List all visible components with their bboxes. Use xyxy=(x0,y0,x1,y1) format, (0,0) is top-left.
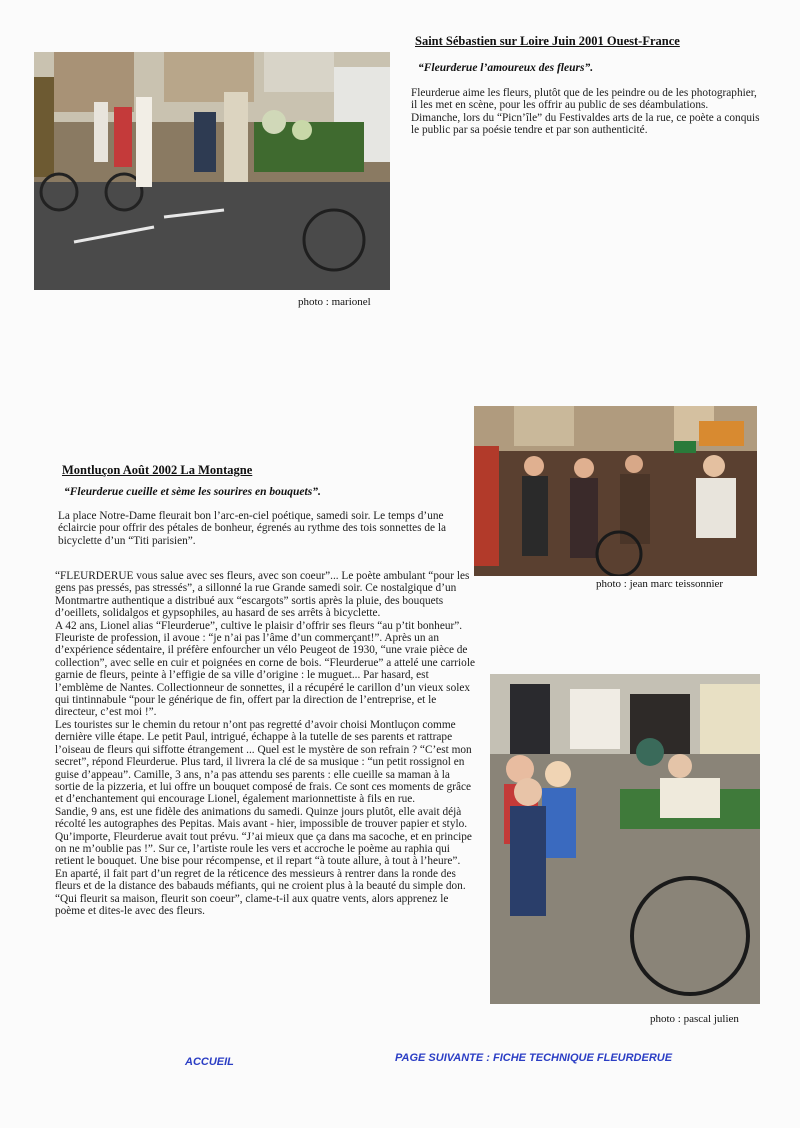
next-page-link[interactable]: PAGE SUIVANTE : FICHE TECHNIQUE FLEURDERUE xyxy=(395,1052,673,1064)
photo-caption-julien: photo : pascal julien xyxy=(650,1013,739,1025)
photo-children-bicycle xyxy=(490,674,760,1004)
article1-body: Fleurderue aime les fleurs, plutôt que de les peindre ou de les photographier, il les met en scène, pour les offrir au public de ses déambulations. Dimanche, lors du “Picn’île” du Festivaldes arts de la rue, ce poète a conquis le public par sa poésie tendre et par son authenticité. xyxy=(411,87,760,137)
article1-headline: Saint Sébastien sur Loire Juin 2001 Ouest-France xyxy=(415,34,680,48)
photo-caption-teissonnier: photo : jean marc teissonnier xyxy=(596,578,724,590)
home-link[interactable]: ACCUEIL xyxy=(185,1056,234,1068)
article2-subhead: “Fleurderue cueille et sème les sourires en bouquets”. xyxy=(64,486,321,498)
photo-crowd-montlucon xyxy=(474,406,757,576)
article1-subhead: “Fleurderue l’amoureux des fleurs”. xyxy=(418,62,594,74)
article2-headline: Montluçon Août 2002 La Montagne xyxy=(62,463,253,477)
article2-body: “FLEURDERUE vous salue avec ses fleurs, avec son coeur”... Le poète ambulant “pour les gens pas pressés, pas stressés”, a sillonné la rue Grande samedi soir. Ce nostalgique d’un Montmartre authentique a distribué aux “escargots” sortis après la pluie, des bouquets d’oeillets, solidalgos et gypsophiles, au hasard de ses arrêts à bicyclette. A 42 ans, Lionel alias “Fleurderue”, cultive le plaisir d’offrir ses fleurs “au p’tit bonheur”. Fleuriste de profession, il avoue : “je n’ai pas l’âme d’un commerçant!”. Après un an d’expérience sédentaire, il préfère enfourcher un vélo Peugeot de 1930, “une vraie pièce de collection”, avec selle en cuir et poignées en corne de bois. “Fleurderue” a attelé une carriole garnie de fleurs, peinte à l’effigie de sa ville d’origine : le muguet... Par hasard, est l’emblème de Nantes. Collectionneur de sonnettes, il a récupéré le carillon d’un vieux solex qui tintinnabule “pour le générique de fin, offert par la direction de l’entreprise, et le directeur, c’est moi !”. Les touristes sur le chemin du retour n’ont pas regretté d’avoir choisi Montluçon comme dernière ville étape. Le petit Paul, intrigué, échappe à la tutelle de ses parents et rattrape l’oiseau de fleurs qui siffotte étrangement ... Quel est le mystère de son refrain ? “C’est mon secret”, répond Fleurderue. Plus tard, il livrera la clé de sa musique : “un petit rossignol en guise d’appeau”. Camille, 3 ans, n’a pas attendu ses parents : elle cueille sa maman à la sortie de la pizzeria, et lui offre un bouquet composé de frais. Ce sont ces moments de grâce et d’enchantement qui encourage Lionel, également marionnettiste à fils en rue. Sandie, 9 ans, est une fidèle des animations du samedi. Quinze jours plutôt, elle avait déjà récolté les autographes des Pepitas. Mais avant - hier, impossible de trouver papier et stylo. Qu’importe, Fleurderue avait tout prévu. “J’ai mieux que ça dans ma sacoche, et en principe on ne m’oublie pas !”. Sur ce, l’artiste roule les vers et accroche le poème au raphia qui retient le bouquet. Une bise pour récompense, et il repart “à toute allure, à tout à l’heure”. En aparté, il fait part d’un regret de la réticence des messieurs à rentrer dans la ronde des fleurs et de la distance des babauds méfiants, qui ne croient plus à la beauté du simple don. “Qui fleurit sa maison, fleurit son coeur”, clame-t-il aux quatre vents, alors apprenez le poème et dites-le avec des fleurs. xyxy=(55,570,475,917)
article2-intro: La place Notre-Dame fleurait bon l’arc-en-ciel poétique, samedi soir. Le temps d’une éclaircie pour offrir des pétales de bonheur, égrenés au rythme des tois sonnettes de la bicyclette d’un “Titi parisien”. xyxy=(58,510,446,547)
photo-street-market xyxy=(34,52,390,290)
photo-caption-marionel: photo : marionel xyxy=(298,296,371,308)
